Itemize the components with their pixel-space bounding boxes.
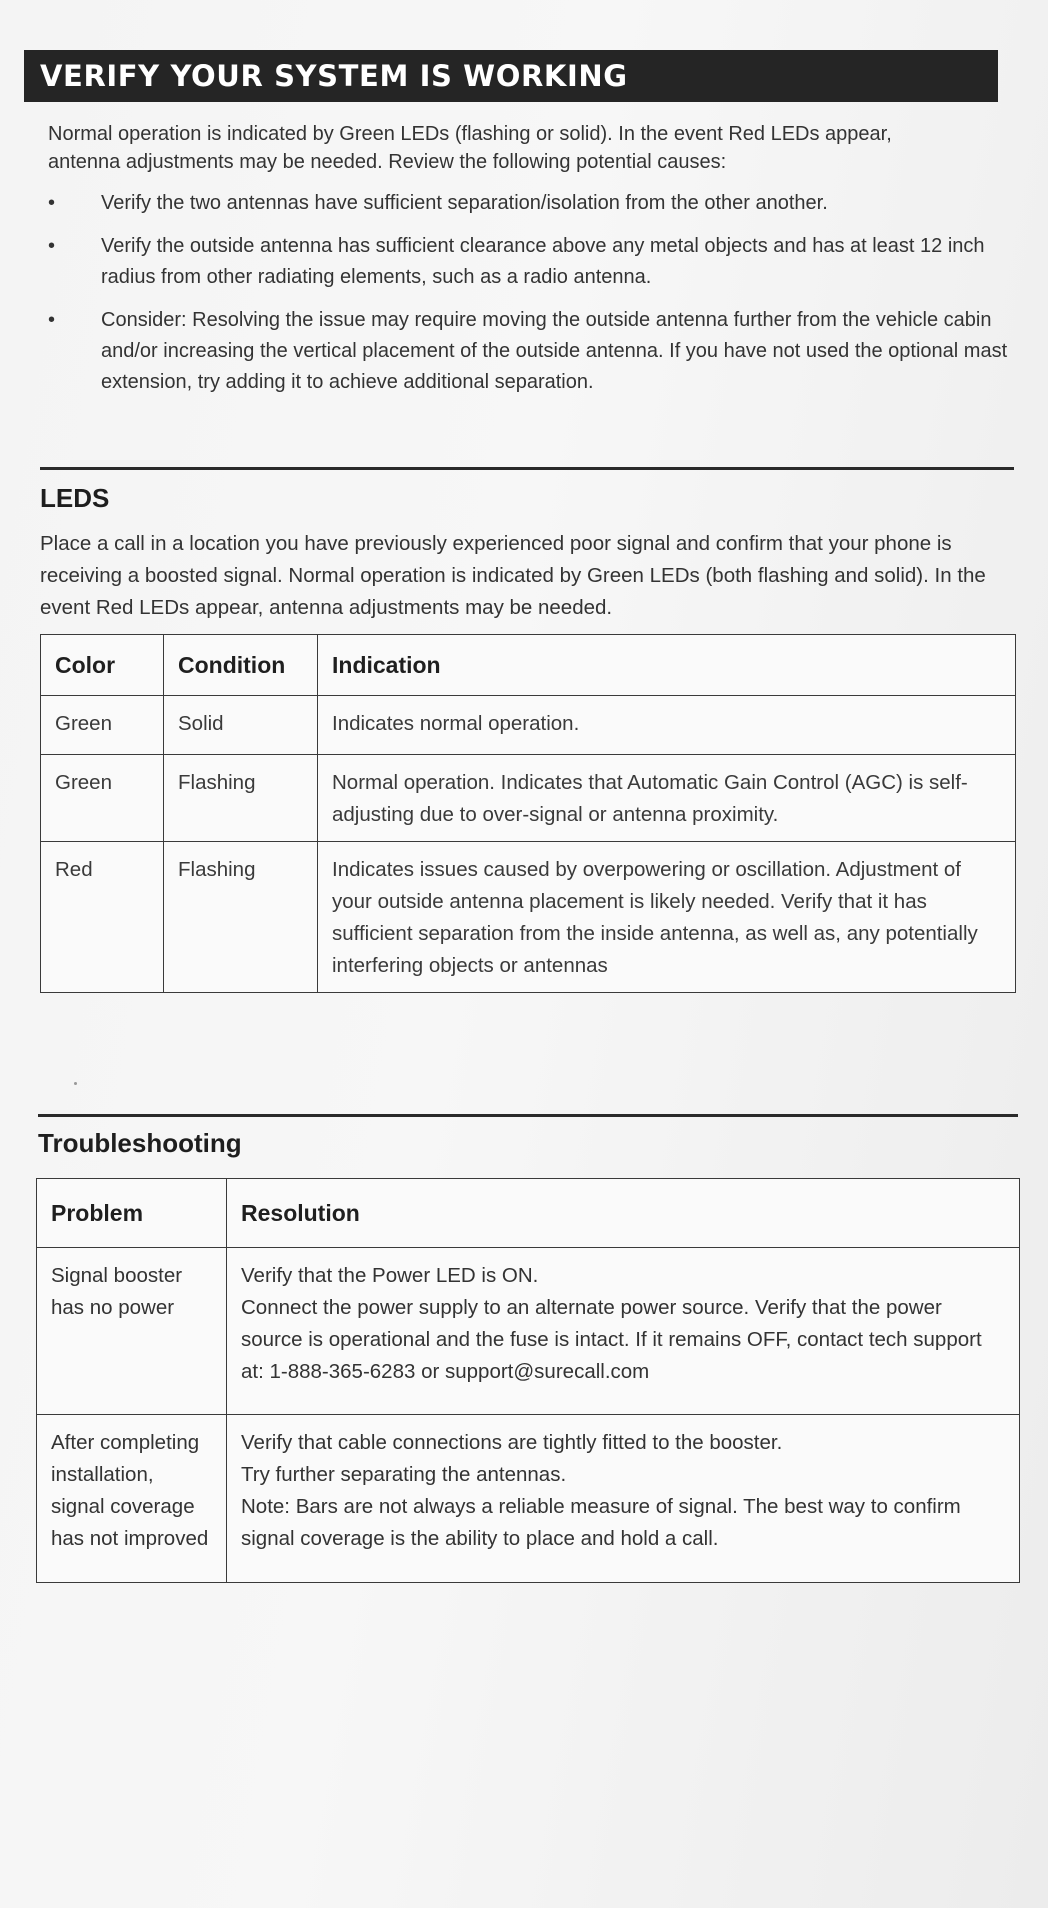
resolution-cell — [227, 1248, 1020, 1415]
column-header-indication: Indication — [318, 635, 1016, 696]
resolution-line: Connect the power supply to an alternate power source. Verify that the power source is operational and the fuse is intact. If it remains OFF, contact tech support at: 1-888-365-6283 or support@surecall.com — [241, 1296, 982, 1383]
leds-table — [40, 634, 1016, 993]
table-row — [41, 696, 1016, 755]
list-item — [40, 231, 1020, 293]
table-row — [37, 1415, 1020, 1583]
leds-description: Place a call in a location you have previously experienced poor signal and confirm that your phone is receiving a boosted signal. Normal operation is indicated by Green LEDs (both flashing and solid). In the event Red LEDs appear, antenna adjustments may be needed. — [40, 532, 986, 619]
problem-cell: After completing installation, signal coverage has not improved — [37, 1415, 227, 1583]
resolution-line: Note: Bars are not always a reliable measure of signal. The best way to confirm signal coverage is the ability to place and hold a call. — [241, 1495, 961, 1550]
troubleshooting-divider — [38, 1114, 1018, 1117]
banner-title: VERIFY YOUR SYSTEM IS WORKING — [40, 59, 628, 93]
list-item — [40, 305, 1020, 398]
paper-speck — [74, 1082, 77, 1085]
intro-paragraph: Normal operation is indicated by Green LEDs (flashing or solid). In the event Red LEDs appear, antenna adjustments may be needed. Review the following potential causes: — [48, 123, 892, 173]
led-color-cell: Red — [41, 842, 164, 993]
table-header-row — [37, 1179, 1020, 1248]
column-header-condition: Condition — [164, 635, 318, 696]
column-header-problem: Problem — [37, 1179, 227, 1248]
causes-list — [40, 188, 1020, 410]
led-indication-cell: Indicates issues caused by overpowering or oscillation. Adjustment of your outside antenna placement is likely needed. Verify that it has sufficient separation from the inside antenna, as well as, any potentially interfering objects or antennas — [318, 842, 1016, 993]
led-indication-cell: Normal operation. Indicates that Automatic Gain Control (AGC) is self-adjusting due to over-signal or antenna proximity. — [318, 755, 1016, 842]
led-condition-cell: Flashing — [164, 755, 318, 842]
table-row — [41, 842, 1016, 993]
list-item — [40, 188, 1020, 219]
resolution-line: Try further separating the antennas. — [241, 1463, 567, 1486]
section-banner — [24, 50, 998, 102]
led-condition-cell: Flashing — [164, 842, 318, 993]
bullet-marker: • — [48, 235, 56, 257]
troubleshooting-table — [36, 1178, 1020, 1583]
problem-cell: Signal booster has no power — [37, 1248, 227, 1415]
leds-heading: LEDS — [40, 483, 110, 513]
list-item-text: Verify the outside antenna has sufficient clearance above any metal objects and has at least 12 inch radius from other radiating elements, such as a radio antenna. — [101, 235, 985, 288]
column-header-color: Color — [41, 635, 164, 696]
leds-divider — [40, 467, 1014, 470]
table-row — [41, 755, 1016, 842]
table-row — [37, 1248, 1020, 1415]
led-indication-cell: Indicates normal operation. — [318, 696, 1016, 755]
led-color-cell: Green — [41, 755, 164, 842]
list-item-text: Verify the two antennas have sufficient separation/isolation from the other another. — [101, 192, 828, 214]
troubleshooting-heading: Troubleshooting — [38, 1128, 242, 1158]
led-condition-cell: Solid — [164, 696, 318, 755]
column-header-resolution: Resolution — [227, 1179, 1020, 1248]
led-color-cell: Green — [41, 696, 164, 755]
resolution-line: Verify that cable connections are tightly fitted to the booster. — [241, 1431, 783, 1454]
list-item-text: Consider: Resolving the issue may require moving the outside antenna further from the vehicle cabin and/or increasing the vertical placement of the outside antenna. If you have not used the optional mast extension, try adding it to achieve additional separation. — [101, 309, 1008, 393]
bullet-marker: • — [48, 309, 56, 331]
table-header-row — [41, 635, 1016, 696]
bullet-marker: • — [48, 192, 56, 214]
resolution-line: Verify that the Power LED is ON. — [241, 1264, 539, 1287]
resolution-cell — [227, 1415, 1020, 1583]
